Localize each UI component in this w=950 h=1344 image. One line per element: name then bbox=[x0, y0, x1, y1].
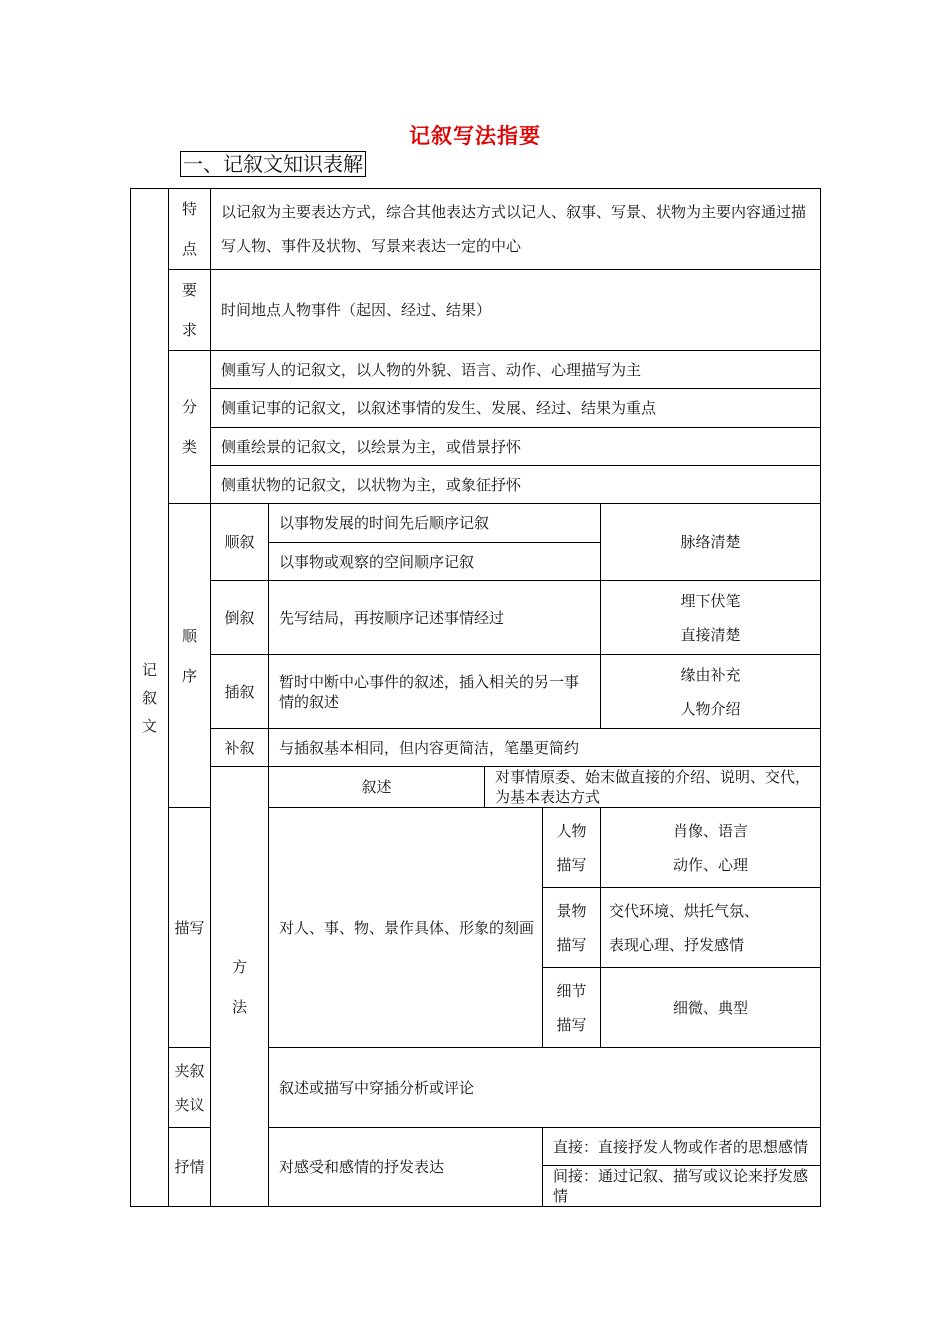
description-sub-label bbox=[543, 808, 601, 888]
requirements-label-cell bbox=[169, 270, 211, 351]
narration-label: 叙述 bbox=[269, 767, 485, 808]
flashback-text: 先写结局，再按顺序记述事情经过 bbox=[269, 581, 601, 655]
classification-label: 分类 bbox=[181, 398, 197, 456]
features-label: 特点 bbox=[181, 200, 197, 258]
classification-row: 侧重记事的记叙文，以叙述事情的发生、发展、经过、结果为重点 bbox=[211, 389, 821, 428]
features-text: 以记叙为主要表达方式，综合其他表达方式以记人、叙事、写景、状物为主要内容通过描写人物、事件及状物、写景来表达一定的中心 bbox=[211, 189, 821, 270]
description-label: 描写 bbox=[169, 808, 211, 1048]
description-sub-effect-line: 动作、心理 bbox=[673, 855, 749, 874]
methods-label-cell bbox=[211, 767, 269, 1207]
supplementary-label: 补叙 bbox=[211, 729, 269, 767]
classification-row: 侧重状物的记叙文，以状物为主，或象征抒怀 bbox=[211, 466, 821, 504]
description-sub-label bbox=[543, 968, 601, 1048]
description-sub-label-line: 景物 bbox=[556, 901, 587, 920]
description-sub-effect-line: 表现心理、抒发感情 bbox=[609, 935, 745, 954]
chronological-row: 以事物发展的时间先后顺序记叙 bbox=[269, 504, 601, 543]
flashback-label: 倒叙 bbox=[211, 581, 269, 655]
description-sub-label-line: 细节 bbox=[556, 981, 587, 1000]
main-label-cell bbox=[131, 189, 169, 1207]
chronological-effect: 脉络清楚 bbox=[601, 504, 821, 581]
lyric-indirect: 间接：通过记叙、描写或议论来抒发感情 bbox=[543, 1166, 821, 1207]
flashback-effect bbox=[601, 581, 821, 655]
main-label: 记叙文 bbox=[141, 660, 157, 735]
requirements-text: 时间地点人物事件（起因、经过、结果） bbox=[211, 270, 821, 351]
lyric-text: 对感受和感情的抒发表达 bbox=[269, 1128, 543, 1207]
order-label: 顺序 bbox=[181, 626, 197, 685]
commentary-label bbox=[169, 1048, 211, 1128]
commentary-label-line: 夹叙 bbox=[174, 1061, 205, 1080]
knowledge-table bbox=[130, 188, 821, 1207]
section-heading: 一、记叙文知识表解 bbox=[180, 151, 366, 177]
classification-label-cell bbox=[169, 351, 211, 504]
description-sub-effect: 细微、典型 bbox=[601, 968, 821, 1048]
order-label-cell bbox=[169, 504, 211, 808]
flashback-effect-line: 埋下伏笔 bbox=[680, 591, 741, 610]
supplementary-text: 与插叙基本相同，但内容更简洁，笔墨更简约 bbox=[269, 729, 821, 767]
description-text: 对人、事、物、景作具体、形象的刻画 bbox=[269, 808, 543, 1048]
description-sub-effect-line: 交代环境、烘托气氛、 bbox=[609, 901, 760, 920]
interpolation-text: 暂时中断中心事件的叙述，插入相关的另一事情的叙述 bbox=[269, 655, 601, 729]
interpolation-effect bbox=[601, 655, 821, 729]
chronological-label: 顺叙 bbox=[211, 504, 269, 581]
description-sub-label-line: 描写 bbox=[556, 1015, 587, 1034]
description-sub-label bbox=[543, 888, 601, 968]
classification-row: 侧重写人的记叙文，以人物的外貌、语言、动作、心理描写为主 bbox=[211, 351, 821, 389]
narration-text: 对事情原委、始末做直接的介绍、说明、交代，为基本表达方式 bbox=[485, 767, 821, 808]
document-title: 记叙写法指要 bbox=[409, 123, 541, 148]
requirements-label: 要求 bbox=[181, 281, 197, 339]
interpolation-label: 插叙 bbox=[211, 655, 269, 729]
lyric-label: 抒情 bbox=[169, 1128, 211, 1207]
methods-label: 方法 bbox=[231, 957, 247, 1016]
description-sub-label-line: 描写 bbox=[556, 855, 587, 874]
description-sub-effect bbox=[601, 888, 821, 968]
description-sub-label-line: 人物 bbox=[556, 821, 587, 840]
description-sub-label-line: 描写 bbox=[556, 935, 587, 954]
interpolation-effect-line: 缘由补充 bbox=[680, 665, 741, 684]
description-sub-effect-line: 肖像、语言 bbox=[673, 821, 749, 840]
commentary-text: 叙述或描写中穿插分析或评论 bbox=[269, 1048, 821, 1128]
lyric-direct: 直接：直接抒发人物或作者的思想感情 bbox=[543, 1128, 821, 1166]
interpolation-effect-line: 人物介绍 bbox=[680, 699, 741, 718]
features-label-cell bbox=[169, 189, 211, 270]
description-sub-effect bbox=[601, 808, 821, 888]
commentary-label-line: 夹议 bbox=[174, 1095, 205, 1114]
flashback-effect-line: 直接清楚 bbox=[680, 625, 741, 644]
classification-row: 侧重绘景的记叙文，以绘景为主，或借景抒怀 bbox=[211, 428, 821, 466]
chronological-row: 以事物或观察的空间顺序记叙 bbox=[269, 543, 601, 581]
